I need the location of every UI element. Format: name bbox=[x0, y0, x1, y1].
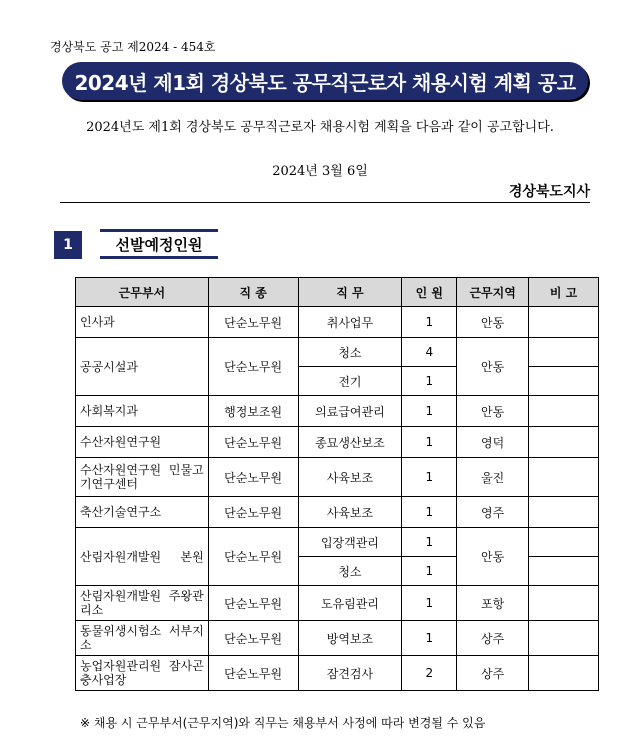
intro-text: 2024년도 제1회 경상북도 공무직근로자 채용시험 계획을 다음과 같이 공고합니다. bbox=[86, 120, 554, 135]
count-cell: 1 bbox=[402, 396, 457, 427]
table-row bbox=[76, 458, 599, 497]
issuer-name: 경상북도지사 bbox=[508, 184, 590, 200]
table-row bbox=[76, 656, 599, 691]
type-cell: 단순노무원 bbox=[208, 497, 298, 528]
header-region: 근무지역 bbox=[457, 278, 529, 307]
job-cell: 사육보조 bbox=[298, 497, 402, 528]
note-cell bbox=[529, 621, 599, 656]
type-cell: 행정보조원 bbox=[208, 396, 298, 427]
table-row bbox=[76, 307, 599, 338]
region-cell: 안동 bbox=[457, 307, 529, 338]
note-cell bbox=[529, 427, 599, 458]
job-cell: 취사업무 bbox=[298, 307, 402, 338]
type-cell: 단순노무원 bbox=[208, 621, 298, 656]
region-cell: 상주 bbox=[457, 656, 529, 691]
table-row bbox=[76, 338, 599, 367]
count-cell: 1 bbox=[402, 528, 457, 557]
region-cell: 울진 bbox=[457, 458, 529, 497]
footnote: ※ 채용 시 근무부서(근무지역)와 직무는 채용부서 사정에 따라 변경될 수 있음 bbox=[80, 716, 486, 730]
type-cell: 단순노무원 bbox=[208, 427, 298, 458]
region-cell: 안동 bbox=[457, 396, 529, 427]
dept-cell: 공공시설과 bbox=[76, 338, 209, 396]
count-cell: 1 bbox=[402, 497, 457, 528]
section-number: 1 bbox=[54, 231, 82, 259]
job-cell: 사육보조 bbox=[298, 458, 402, 497]
note-cell bbox=[529, 586, 599, 621]
recruitment-table bbox=[75, 277, 599, 691]
note-cell bbox=[529, 557, 599, 586]
count-cell: 1 bbox=[402, 307, 457, 338]
type-cell: 단순노무원 bbox=[208, 586, 298, 621]
divider bbox=[60, 202, 590, 203]
dept-cell: 수산자원연구원 bbox=[76, 427, 209, 458]
job-cell: 방역보조 bbox=[298, 621, 402, 656]
region-cell: 영덕 bbox=[457, 427, 529, 458]
type-cell: 단순노무원 bbox=[208, 528, 298, 586]
region-cell: 영주 bbox=[457, 497, 529, 528]
dept-cell: 동물위생시험소 서부지소 bbox=[76, 621, 209, 656]
count-cell: 1 bbox=[402, 621, 457, 656]
note-cell bbox=[529, 338, 599, 367]
table-row bbox=[76, 497, 599, 528]
table-header-row bbox=[76, 278, 599, 307]
table-row bbox=[76, 621, 599, 656]
dept-cell: 농업자원관리원 잠사곤충사업장 bbox=[76, 656, 209, 691]
job-cell: 도유림관리 bbox=[298, 586, 402, 621]
count-cell: 1 bbox=[402, 367, 457, 396]
dept-cell: 수산자원연구원 민물고기연구센터 bbox=[76, 458, 209, 497]
table-row bbox=[76, 396, 599, 427]
note-cell bbox=[529, 396, 599, 427]
job-cell: 전기 bbox=[298, 367, 402, 396]
note-cell bbox=[529, 656, 599, 691]
dept-cell: 축산기술연구소 bbox=[76, 497, 209, 528]
type-cell: 단순노무원 bbox=[208, 338, 298, 396]
count-cell: 4 bbox=[402, 338, 457, 367]
dept-cell: 산림자원개발원 주왕관리소 bbox=[76, 586, 209, 621]
count-cell: 1 bbox=[402, 586, 457, 621]
type-cell: 단순노무원 bbox=[208, 656, 298, 691]
dept-cell: 사회복지과 bbox=[76, 396, 209, 427]
region-cell: 포항 bbox=[457, 586, 529, 621]
job-cell: 잠견검사 bbox=[298, 656, 402, 691]
count-cell: 2 bbox=[402, 656, 457, 691]
dept-cell: 산림자원개발원 본원 bbox=[76, 528, 209, 586]
header-note: 비 고 bbox=[529, 278, 599, 307]
count-cell: 1 bbox=[402, 458, 457, 497]
table-row bbox=[76, 427, 599, 458]
header-job: 직 무 bbox=[298, 278, 402, 307]
region-cell: 상주 bbox=[457, 621, 529, 656]
title-banner bbox=[62, 62, 588, 100]
note-cell bbox=[529, 307, 599, 338]
section-title: 선발예정인원 bbox=[100, 229, 218, 259]
job-cell: 청소 bbox=[298, 557, 402, 586]
region-cell: 안동 bbox=[457, 528, 529, 586]
note-cell bbox=[529, 528, 599, 557]
type-cell: 단순노무원 bbox=[208, 307, 298, 338]
count-cell: 1 bbox=[402, 557, 457, 586]
job-cell: 청소 bbox=[298, 338, 402, 367]
dept-cell: 인사과 bbox=[76, 307, 209, 338]
page-title: 2024년 제1회 경상북도 공무직근로자 채용시험 계획 공고 bbox=[74, 70, 576, 95]
type-cell: 단순노무원 bbox=[208, 458, 298, 497]
job-cell: 종묘생산보조 bbox=[298, 427, 402, 458]
header-type: 직 종 bbox=[208, 278, 298, 307]
count-cell: 1 bbox=[402, 427, 457, 458]
region-cell: 안동 bbox=[457, 338, 529, 396]
note-cell bbox=[529, 497, 599, 528]
header-count: 인 원 bbox=[402, 278, 457, 307]
table-row bbox=[76, 528, 599, 557]
header-dept: 근무부서 bbox=[76, 278, 209, 307]
note-cell bbox=[529, 367, 599, 396]
notice-number: 경상북도 공고 제2024 - 454호 bbox=[50, 40, 216, 54]
job-cell: 입장객관리 bbox=[298, 528, 402, 557]
note-cell bbox=[529, 458, 599, 497]
table-row bbox=[76, 586, 599, 621]
notice-date: 2024년 3월 6일 bbox=[272, 164, 368, 179]
job-cell: 의료급여관리 bbox=[298, 396, 402, 427]
